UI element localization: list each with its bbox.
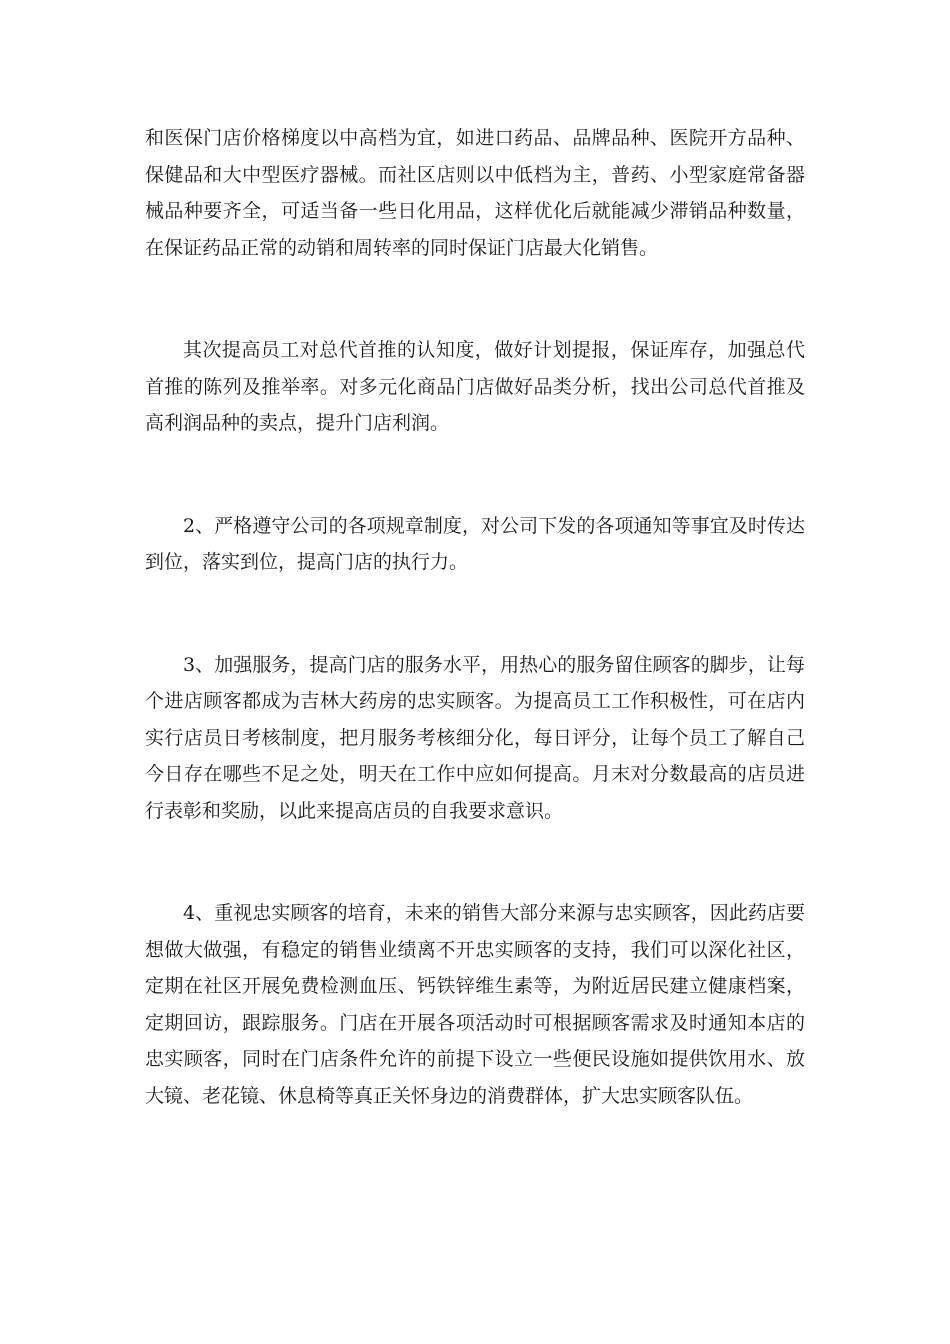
paragraph-spacer	[145, 829, 805, 895]
paragraph-rules: 2、严格遵守公司的各项规章制度，对公司下发的各项通知等事宜及时传达到位，落实到位，提高门店的执行力。	[145, 514, 805, 573]
paragraph-spacer	[145, 442, 805, 508]
paragraph-spacer	[145, 581, 805, 647]
paragraph-staff-awareness: 其次提高员工对总代首推的认知度，做好计划提报，保证库存，加强总代首推的陈列及推举率。对多元化商品门店做好品类分析，找出公司总代首推及高利润品种的卖点，提升门店利润。	[145, 339, 805, 434]
document-body	[145, 120, 805, 1114]
paragraph-service: 3、加强服务，提高门店的服务水平，用热心的服务留住顾客的脚步，让每个进店顾客都成为吉林大药房的忠实顾客。为提高员工工作积极性，可在店内实行店员日考核制度，把月服务考核细分化，每日评分，让每个员工了解自己今日存在哪些不足之处，明天在工作中应如何提高。月末对分数最高的店员进行表彰和奖励，以此来提高店员的自我要求意识。	[145, 653, 805, 822]
paragraph-pricing: 和医保门店价格梯度以中高档为宜，如进口药品、品牌品种、医院开方品种、保健品和大中型医疗器械。而社区店则以中低档为主，普药、小型家庭常备器械品种要齐全，可适当备一些日化用品，这样优化后就能减少滞销品种数量，在保证药品正常的动销和周转率的同时保证门店最大化销售。	[145, 127, 805, 259]
paragraph-spacer	[145, 266, 805, 332]
paragraph-loyal-customers: 4、重视忠实顾客的培育，未来的销售大部分来源与忠实顾客，因此药店要想做大做强，有稳定的销售业绩离不开忠实顾客的支持，我们可以深化社区，定期在社区开展免费检测血压、钙铁锌维生素等，为附近居民建立健康档案，定期回访，跟踪服务。门店在开展各项活动时可根据顾客需求及时通知本店的忠实顾客，同时在门店条件允许的前提下设立一些便民设施如提供饮用水、放大镜、老花镜、休息椅等真正关怀身边的消费群体，扩大忠实顾客队伍。	[145, 902, 805, 1107]
